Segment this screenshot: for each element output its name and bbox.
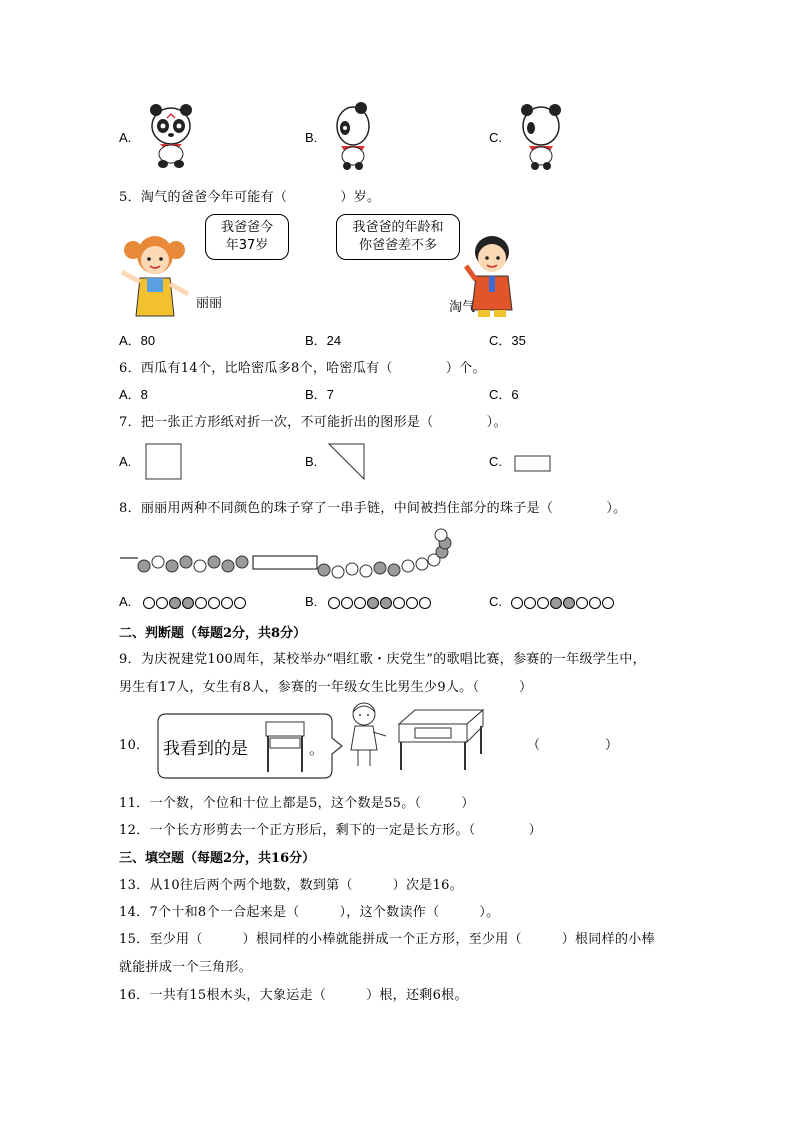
square-icon bbox=[145, 443, 183, 481]
white-bead bbox=[576, 597, 588, 609]
q10-period: 。 bbox=[309, 740, 325, 758]
white-bead bbox=[152, 556, 164, 568]
q4-option-c-letter: C. bbox=[489, 130, 502, 145]
q6-option-b[interactable] bbox=[305, 384, 334, 403]
q5-option-c[interactable] bbox=[489, 330, 526, 349]
girl-pointing-image bbox=[344, 700, 388, 772]
q15-line-1: 15．至少用（ ）根同样的小棒就能拼成一个正方形，至少用（ ）根同样的小棒 bbox=[119, 932, 655, 947]
panda-front-image bbox=[146, 100, 196, 170]
q10-answer-blank[interactable]: （ ） bbox=[527, 738, 619, 753]
gray-bead bbox=[374, 562, 386, 574]
q12-text: 12．一个长方形剪去一个正方形后，剩下的一定是长方形。（ ） bbox=[119, 823, 542, 838]
q5-option-a[interactable] bbox=[119, 330, 155, 349]
white-bead bbox=[419, 597, 431, 609]
gray-bead bbox=[222, 560, 234, 572]
q8-option-a-letter: A. bbox=[119, 594, 132, 609]
desk-image bbox=[397, 708, 485, 772]
gray-bead bbox=[166, 560, 178, 572]
triangle-icon bbox=[328, 443, 366, 481]
white-bead bbox=[524, 597, 536, 609]
q7-option-c-letter: C. bbox=[489, 454, 502, 469]
taoqi-name-label: 淘气 bbox=[449, 300, 476, 315]
white-bead bbox=[416, 558, 428, 570]
q14-text: 14．7个十和8个一合起来是（ ），这个数读作（ ）。 bbox=[119, 905, 500, 920]
section-3-title: 三、填空题（每题2分，共16分） bbox=[119, 851, 316, 866]
gray-bead bbox=[208, 556, 220, 568]
white-bead bbox=[346, 563, 358, 575]
q6-question: 6．西瓜有14个，比哈密瓜多8个，哈密瓜有（ ）个。 bbox=[119, 361, 486, 376]
white-bead bbox=[354, 597, 366, 609]
gray-bead bbox=[182, 597, 194, 609]
q16-text: 16．一共有15根木头，大象运走（ ）根，还剩6根。 bbox=[119, 988, 468, 1003]
panda-side-image bbox=[333, 100, 373, 172]
q9-line-1: 9．为庆祝建党100周年，某校举办“唱红歌・庆党生”的歌唱比赛，参赛的一年级学生中， bbox=[119, 652, 646, 667]
q5-option-c-letter: C． bbox=[489, 333, 512, 348]
gray-bead bbox=[138, 560, 150, 572]
white-bead bbox=[328, 597, 340, 609]
q5-option-a-letter: A． bbox=[119, 333, 141, 348]
q8-option-b-beads[interactable] bbox=[328, 595, 432, 609]
section-2-title: 二、判断题（每题2分，共8分） bbox=[119, 626, 307, 641]
gray-bead bbox=[367, 597, 379, 609]
white-bead bbox=[332, 566, 344, 578]
q5-option-a-value: 80 bbox=[140, 333, 156, 348]
gray-bead bbox=[380, 597, 392, 609]
white-bead bbox=[195, 597, 207, 609]
q10-speech-text: 我看到的是 bbox=[163, 739, 248, 759]
white-bead bbox=[221, 597, 233, 609]
q6-option-b-value: 7 bbox=[326, 387, 334, 402]
q8-option-b-letter: B. bbox=[305, 594, 318, 609]
lili-speech-line-2: 年37岁 bbox=[225, 238, 269, 253]
q8-option-c-beads[interactable] bbox=[511, 595, 615, 609]
gray-bead bbox=[550, 597, 562, 609]
taoqi-speech-bubble bbox=[336, 214, 460, 260]
gray-bead bbox=[169, 597, 181, 609]
q5-question: 5．淘气的爸爸今年可能有（ ）岁。 bbox=[119, 190, 381, 205]
q13-text: 13．从10往后两个两个地数，数到第（ ）次是16。 bbox=[119, 878, 464, 893]
bead-bracelet-image bbox=[118, 528, 463, 584]
lili-speech-bubble bbox=[205, 214, 289, 260]
q6-option-a-value: 8 bbox=[140, 387, 148, 402]
white-bead bbox=[156, 597, 168, 609]
white-bead bbox=[589, 597, 601, 609]
white-bead bbox=[208, 597, 220, 609]
q6-option-c[interactable] bbox=[489, 384, 519, 403]
white-bead bbox=[234, 597, 246, 609]
q8-question: 8．丽丽用两种不同颜色的珠子穿了一串手链，中间被挡住部分的珠子是（ ）。 bbox=[119, 501, 627, 516]
q6-option-a[interactable] bbox=[119, 384, 148, 403]
q5-option-b[interactable] bbox=[305, 330, 341, 349]
q7-option-a-letter: A. bbox=[119, 454, 132, 469]
white-bead bbox=[406, 597, 418, 609]
q7-question: 7．把一张正方形纸对折一次，不可能折出的图形是（ ）。 bbox=[119, 415, 507, 430]
q8-option-a-beads[interactable] bbox=[143, 595, 247, 609]
white-bead bbox=[402, 560, 414, 572]
gray-bead bbox=[318, 564, 330, 576]
panda-back-image bbox=[519, 100, 563, 172]
q9-line-2: 男生有17人，女生有8人，参赛的一年级女生比男生少9人。（ ） bbox=[119, 680, 533, 695]
q4-option-a-letter: A. bbox=[119, 130, 132, 145]
q6-option-c-letter: C． bbox=[489, 387, 512, 402]
taoqi-speech-line-2: 你爸爸差不多 bbox=[358, 238, 437, 253]
q11-text: 11．一个数，个位和十位上都是5，这个数是55。（ ） bbox=[119, 796, 475, 811]
hidden-cover-rect bbox=[253, 556, 317, 569]
q15-line-2: 就能拼成一个三角形。 bbox=[119, 960, 253, 975]
q7-option-b-letter: B. bbox=[305, 454, 318, 469]
q10-number: 10． bbox=[119, 738, 150, 753]
gray-bead bbox=[180, 556, 192, 568]
lili-speech-line-1: 我爸爸今 bbox=[220, 220, 273, 235]
q5-option-b-letter: B． bbox=[305, 333, 327, 348]
white-bead bbox=[537, 597, 549, 609]
white-bead bbox=[194, 560, 206, 572]
rectangle-icon bbox=[514, 455, 552, 473]
white-bead bbox=[143, 597, 155, 609]
lili-girl-image bbox=[118, 228, 198, 318]
gray-bead bbox=[563, 597, 575, 609]
q6-option-c-value: 6 bbox=[511, 387, 519, 402]
white-bead bbox=[602, 597, 614, 609]
gray-bead bbox=[236, 556, 248, 568]
q4-option-b-letter: B. bbox=[305, 130, 318, 145]
white-bead bbox=[341, 597, 353, 609]
taoqi-speech-line-1: 我爸爸的年龄和 bbox=[352, 220, 444, 235]
gray-bead bbox=[388, 564, 400, 576]
white-bead bbox=[360, 565, 372, 577]
q5-option-c-value: 35 bbox=[511, 333, 526, 348]
q6-option-b-letter: B． bbox=[305, 387, 327, 402]
lili-name-label: 丽丽 bbox=[196, 296, 223, 311]
q5-option-b-value: 24 bbox=[326, 333, 342, 348]
white-bead bbox=[511, 597, 523, 609]
q8-option-c-letter: C. bbox=[489, 594, 502, 609]
white-bead bbox=[435, 529, 447, 541]
q6-option-a-letter: A． bbox=[119, 387, 141, 402]
white-bead bbox=[393, 597, 405, 609]
